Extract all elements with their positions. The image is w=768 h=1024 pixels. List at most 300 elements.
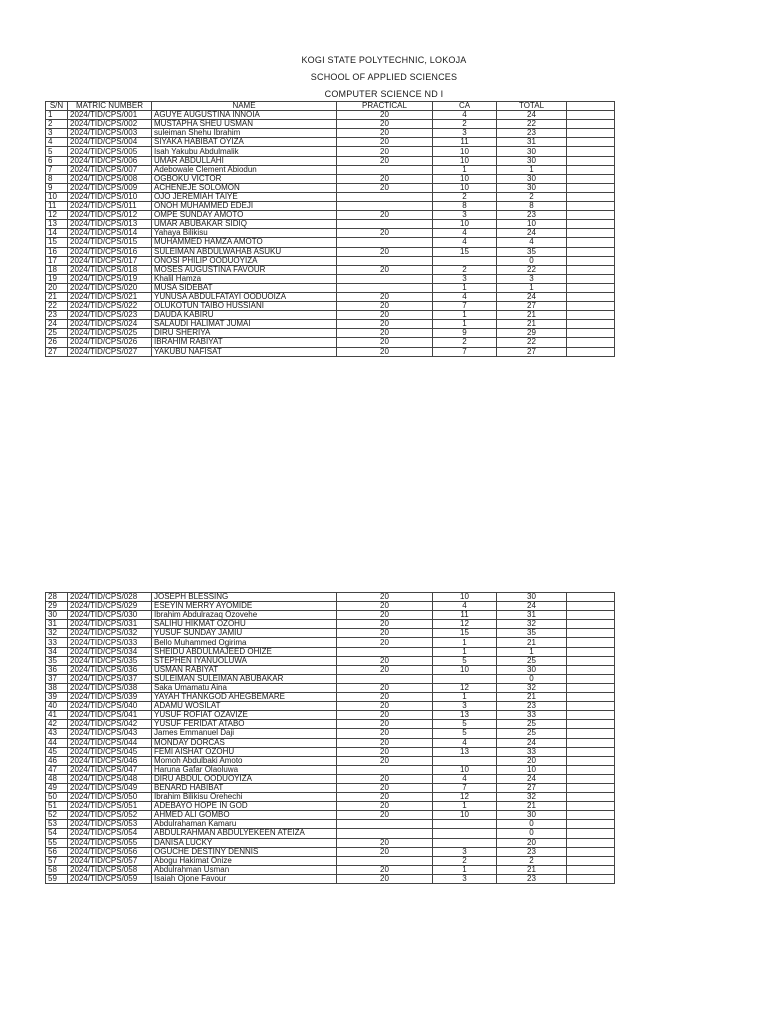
cell-practical: 20	[337, 247, 433, 256]
cell-blank	[567, 729, 615, 738]
cell-ca: 12	[433, 683, 497, 692]
table-row	[46, 256, 615, 265]
cell-blank	[567, 129, 615, 138]
cell-ca: 3	[433, 702, 497, 711]
cell-ca: 10	[433, 593, 497, 602]
cell-matric-number: 2024/TID/CPS/021	[68, 292, 152, 301]
cell-name: JOSEPH BLESSING	[152, 593, 337, 602]
cell-practical: 20	[337, 147, 433, 156]
cell-matric-number: 2024/TID/CPS/007	[68, 165, 152, 174]
table-row	[46, 647, 615, 656]
cell-total: 20	[497, 756, 567, 765]
table-row	[46, 829, 615, 838]
cell-practical: 20	[337, 174, 433, 183]
cell-total: 1	[497, 165, 567, 174]
programme-title: COMPUTER SCIENCE ND I	[324, 89, 444, 99]
cell-name: ADEBAYO HOPE IN GOD	[152, 802, 337, 811]
cell-total: 35	[497, 247, 567, 256]
cell-name: Adebowale Clement Abiodun	[152, 165, 337, 174]
cell-sn: 43	[46, 729, 68, 738]
cell-blank	[567, 702, 615, 711]
cell-ca: 1	[433, 802, 497, 811]
cell-sn: 7	[46, 165, 68, 174]
cell-matric-number: 2024/TID/CPS/018	[68, 265, 152, 274]
cell-matric-number: 2024/TID/CPS/002	[68, 120, 152, 129]
table-row	[46, 593, 615, 602]
cell-total: 35	[497, 629, 567, 638]
table-row	[46, 283, 615, 292]
cell-total: 33	[497, 711, 567, 720]
cell-matric-number: 2024/TID/CPS/022	[68, 302, 152, 311]
table-row	[46, 656, 615, 665]
cell-practical: 20	[337, 111, 433, 120]
column-header-practical: PRACTICAL	[337, 102, 433, 111]
cell-blank	[567, 256, 615, 265]
cell-matric-number: 2024/TID/CPS/057	[68, 856, 152, 865]
cell-sn: 32	[46, 629, 68, 638]
cell-total: 30	[497, 156, 567, 165]
cell-total: 24	[497, 602, 567, 611]
cell-sn: 14	[46, 229, 68, 238]
cell-blank	[567, 693, 615, 702]
cell-sn: 3	[46, 129, 68, 138]
cell-name: BENARD HABIBAT	[152, 783, 337, 792]
cell-name: OJO JEREMIAH TAIYE	[152, 192, 337, 201]
cell-ca: 4	[433, 292, 497, 301]
cell-ca: 10	[433, 765, 497, 774]
cell-ca: 5	[433, 656, 497, 665]
cell-practical: 20	[337, 347, 433, 356]
cell-name: YUSUF FERIDAT ATABO	[152, 720, 337, 729]
cell-total: 30	[497, 183, 567, 192]
cell-name: Yahaya Bilikisu	[152, 229, 337, 238]
cell-practical: 20	[337, 783, 433, 792]
cell-ca: 4	[433, 111, 497, 120]
cell-ca: 1	[433, 693, 497, 702]
cell-matric-number: 2024/TID/CPS/033	[68, 638, 152, 647]
cell-blank	[567, 629, 615, 638]
cell-total: 21	[497, 865, 567, 874]
cell-total: 30	[497, 665, 567, 674]
cell-blank	[567, 620, 615, 629]
cell-blank	[567, 865, 615, 874]
cell-practical: 20	[337, 802, 433, 811]
cell-blank	[567, 120, 615, 129]
cell-blank	[567, 338, 615, 347]
cell-total: 20	[497, 838, 567, 847]
cell-sn: 54	[46, 829, 68, 838]
cell-sn: 56	[46, 847, 68, 856]
cell-practical: 20	[337, 665, 433, 674]
cell-total: 0	[497, 829, 567, 838]
cell-ca: 1	[433, 647, 497, 656]
cell-ca: 3	[433, 129, 497, 138]
cell-name: Abdulrahaman Kamaru	[152, 820, 337, 829]
cell-blank	[567, 138, 615, 147]
table-row	[46, 138, 615, 147]
cell-practical	[337, 165, 433, 174]
cell-practical	[337, 829, 433, 838]
cell-name: DAUDA KABIRU	[152, 311, 337, 320]
cell-practical: 20	[337, 611, 433, 620]
cell-total: 24	[497, 111, 567, 120]
cell-sn: 38	[46, 683, 68, 692]
table-row	[46, 783, 615, 792]
table-row	[46, 602, 615, 611]
cell-total: 21	[497, 638, 567, 647]
cell-blank	[567, 347, 615, 356]
cell-ca: 13	[433, 747, 497, 756]
cell-matric-number: 2024/TID/CPS/025	[68, 329, 152, 338]
cell-matric-number: 2024/TID/CPS/032	[68, 629, 152, 638]
cell-blank	[567, 329, 615, 338]
table-row	[46, 220, 615, 229]
cell-sn: 29	[46, 602, 68, 611]
cell-practical	[337, 274, 433, 283]
table-header-row	[46, 102, 615, 111]
cell-blank	[567, 220, 615, 229]
cell-matric-number: 2024/TID/CPS/003	[68, 129, 152, 138]
cell-total: 24	[497, 774, 567, 783]
cell-ca: 4	[433, 774, 497, 783]
cell-matric-number: 2024/TID/CPS/039	[68, 693, 152, 702]
cell-total: 8	[497, 202, 567, 211]
table-row	[46, 129, 615, 138]
table-row	[46, 302, 615, 311]
cell-sn: 57	[46, 856, 68, 865]
table-row	[46, 238, 615, 247]
cell-blank	[567, 838, 615, 847]
table-row	[46, 120, 615, 129]
cell-sn: 6	[46, 156, 68, 165]
cell-name: OGBOKU VICTOR	[152, 174, 337, 183]
cell-name: AGUYE AUGUSTINA INNOIA	[152, 111, 337, 120]
table-row	[46, 629, 615, 638]
table-row	[46, 765, 615, 774]
cell-practical: 20	[337, 793, 433, 802]
cell-ca: 3	[433, 274, 497, 283]
cell-blank	[567, 602, 615, 611]
cell-sn: 23	[46, 311, 68, 320]
cell-practical	[337, 283, 433, 292]
cell-matric-number: 2024/TID/CPS/055	[68, 838, 152, 847]
table-row	[46, 347, 615, 356]
cell-sn: 1	[46, 111, 68, 120]
table-row	[46, 793, 615, 802]
cell-total: 27	[497, 302, 567, 311]
cell-ca: 12	[433, 620, 497, 629]
cell-name: Isah Yakubu Abdulmalik	[152, 147, 337, 156]
cell-ca	[433, 256, 497, 265]
cell-total: 22	[497, 120, 567, 129]
table-row	[46, 329, 615, 338]
cell-sn: 49	[46, 783, 68, 792]
cell-matric-number: 2024/TID/CPS/047	[68, 765, 152, 774]
cell-matric-number: 2024/TID/CPS/049	[68, 783, 152, 792]
column-header-total: TOTAL	[497, 102, 567, 111]
cell-ca: 7	[433, 302, 497, 311]
cell-total: 31	[497, 138, 567, 147]
cell-sn: 45	[46, 747, 68, 756]
table-row	[46, 874, 615, 883]
cell-matric-number: 2024/TID/CPS/001	[68, 111, 152, 120]
cell-practical: 20	[337, 683, 433, 692]
cell-ca: 4	[433, 229, 497, 238]
table-row	[46, 820, 615, 829]
cell-blank	[567, 856, 615, 865]
results-table-page-2	[45, 592, 615, 884]
cell-matric-number: 2024/TID/CPS/037	[68, 674, 152, 683]
cell-sn: 8	[46, 174, 68, 183]
cell-matric-number: 2024/TID/CPS/015	[68, 238, 152, 247]
results-table-page-1	[45, 101, 615, 357]
institution-title: KOGI STATE POLYTECHNIC, LOKOJA	[301, 55, 467, 65]
cell-sn: 53	[46, 820, 68, 829]
cell-blank	[567, 147, 615, 156]
cell-practical: 20	[337, 756, 433, 765]
cell-matric-number: 2024/TID/CPS/028	[68, 593, 152, 602]
cell-sn: 42	[46, 720, 68, 729]
cell-blank	[567, 783, 615, 792]
cell-matric-number: 2024/TID/CPS/038	[68, 683, 152, 692]
cell-total: 30	[497, 174, 567, 183]
table-row	[46, 729, 615, 738]
table-row	[46, 665, 615, 674]
cell-name: Saka Umamatu Aina	[152, 683, 337, 692]
cell-ca	[433, 829, 497, 838]
cell-matric-number: 2024/TID/CPS/009	[68, 183, 152, 192]
cell-sn: 2	[46, 120, 68, 129]
cell-name: Momoh Abdulbaki Amoto	[152, 756, 337, 765]
cell-practical: 20	[337, 129, 433, 138]
cell-blank	[567, 829, 615, 838]
cell-practical: 20	[337, 738, 433, 747]
cell-ca: 1	[433, 165, 497, 174]
cell-total: 27	[497, 347, 567, 356]
cell-practical: 20	[337, 183, 433, 192]
cell-ca: 15	[433, 629, 497, 638]
cell-sn: 48	[46, 774, 68, 783]
cell-name: Bello Muhammed Ogirima	[152, 638, 337, 647]
cell-matric-number: 2024/TID/CPS/014	[68, 229, 152, 238]
cell-total: 25	[497, 729, 567, 738]
cell-matric-number: 2024/TID/CPS/044	[68, 738, 152, 747]
table-row	[46, 211, 615, 220]
table-row	[46, 720, 615, 729]
cell-sn: 59	[46, 874, 68, 883]
cell-matric-number: 2024/TID/CPS/059	[68, 874, 152, 883]
cell-name: OGUCHE DESTINY DENNIS	[152, 847, 337, 856]
cell-matric-number: 2024/TID/CPS/019	[68, 274, 152, 283]
cell-practical: 20	[337, 311, 433, 320]
cell-total: 3	[497, 274, 567, 283]
cell-sn: 52	[46, 811, 68, 820]
cell-sn: 17	[46, 256, 68, 265]
cell-practical: 20	[337, 593, 433, 602]
cell-practical: 20	[337, 329, 433, 338]
table-row	[46, 292, 615, 301]
cell-name: ADAMU WOSILAT	[152, 702, 337, 711]
table-row	[46, 674, 615, 683]
cell-name: suleiman Shehu Ibrahim	[152, 129, 337, 138]
table-row	[46, 865, 615, 874]
cell-matric-number: 2024/TID/CPS/029	[68, 602, 152, 611]
cell-practical: 20	[337, 747, 433, 756]
table-row	[46, 165, 615, 174]
table-row	[46, 183, 615, 192]
cell-total: 21	[497, 802, 567, 811]
cell-matric-number: 2024/TID/CPS/017	[68, 256, 152, 265]
cell-sn: 21	[46, 292, 68, 301]
cell-name: MONDAY DORCAS	[152, 738, 337, 747]
cell-ca: 2	[433, 192, 497, 201]
cell-name: SULEIMAN SULEIMAN ABUBAKAR	[152, 674, 337, 683]
cell-name: SULEIMAN ABDULWAHAB ASUKU	[152, 247, 337, 256]
cell-matric-number: 2024/TID/CPS/030	[68, 611, 152, 620]
cell-practical	[337, 856, 433, 865]
cell-blank	[567, 747, 615, 756]
cell-sn: 26	[46, 338, 68, 347]
cell-ca: 3	[433, 847, 497, 856]
cell-name: YUNUSA ABDULFATAYI OODUOIZA	[152, 292, 337, 301]
cell-total: 23	[497, 702, 567, 711]
table-row	[46, 202, 615, 211]
column-header-name: NAME	[152, 102, 337, 111]
cell-total: 23	[497, 129, 567, 138]
cell-blank	[567, 802, 615, 811]
cell-sn: 16	[46, 247, 68, 256]
table-row	[46, 311, 615, 320]
cell-blank	[567, 847, 615, 856]
cell-practical: 20	[337, 265, 433, 274]
cell-matric-number: 2024/TID/CPS/013	[68, 220, 152, 229]
cell-ca: 5	[433, 729, 497, 738]
cell-practical: 20	[337, 847, 433, 856]
cell-matric-number: 2024/TID/CPS/050	[68, 793, 152, 802]
cell-blank	[567, 656, 615, 665]
cell-total: 30	[497, 811, 567, 820]
cell-blank	[567, 311, 615, 320]
cell-matric-number: 2024/TID/CPS/048	[68, 774, 152, 783]
cell-total: 25	[497, 656, 567, 665]
cell-practical: 20	[337, 211, 433, 220]
cell-blank	[567, 111, 615, 120]
cell-practical: 20	[337, 711, 433, 720]
cell-name: STEPHEN IYANUOLUWA	[152, 656, 337, 665]
cell-matric-number: 2024/TID/CPS/043	[68, 729, 152, 738]
cell-sn: 18	[46, 265, 68, 274]
cell-name: MUSA SIDEBAT	[152, 283, 337, 292]
school-title: SCHOOL OF APPLIED SCIENCES	[310, 72, 458, 82]
cell-ca: 7	[433, 783, 497, 792]
table-row	[46, 611, 615, 620]
cell-total: 32	[497, 793, 567, 802]
cell-name: AHMED ALI GOMBO	[152, 811, 337, 820]
cell-blank	[567, 292, 615, 301]
cell-blank	[567, 756, 615, 765]
cell-practical: 20	[337, 620, 433, 629]
table-row	[46, 774, 615, 783]
cell-blank	[567, 302, 615, 311]
cell-name: Haruna Gafar Olaoluwa	[152, 765, 337, 774]
cell-total: 22	[497, 338, 567, 347]
cell-matric-number: 2024/TID/CPS/005	[68, 147, 152, 156]
cell-name: FEMI AISHAT OZOHU	[152, 747, 337, 756]
cell-total: 1	[497, 283, 567, 292]
cell-practical: 20	[337, 602, 433, 611]
cell-sn: 28	[46, 593, 68, 602]
cell-ca: 2	[433, 338, 497, 347]
cell-sn: 31	[46, 620, 68, 629]
cell-blank	[567, 283, 615, 292]
cell-practical: 20	[337, 656, 433, 665]
table-row	[46, 838, 615, 847]
cell-practical: 20	[337, 811, 433, 820]
cell-matric-number: 2024/TID/CPS/016	[68, 247, 152, 256]
cell-sn: 19	[46, 274, 68, 283]
cell-sn: 30	[46, 611, 68, 620]
cell-sn: 24	[46, 320, 68, 329]
table-row	[46, 802, 615, 811]
table-row	[46, 174, 615, 183]
cell-name: OMPE SUNDAY AMOTO	[152, 211, 337, 220]
cell-sn: 46	[46, 756, 68, 765]
table-row	[46, 338, 615, 347]
cell-practical	[337, 765, 433, 774]
cell-name: YAYAH THANKGOD AHEGBEMARE	[152, 693, 337, 702]
cell-name: ESEYIN MERRY AYOMIDE	[152, 602, 337, 611]
table-row	[46, 192, 615, 201]
cell-blank	[567, 320, 615, 329]
cell-ca: 4	[433, 738, 497, 747]
cell-sn: 27	[46, 347, 68, 356]
cell-practical	[337, 256, 433, 265]
table-row	[46, 638, 615, 647]
cell-blank	[567, 611, 615, 620]
cell-ca: 1	[433, 283, 497, 292]
cell-blank	[567, 793, 615, 802]
cell-name: DIRU ABDUL OODUOYIZA	[152, 774, 337, 783]
cell-ca: 2	[433, 120, 497, 129]
cell-sn: 10	[46, 192, 68, 201]
cell-sn: 44	[46, 738, 68, 747]
cell-practical: 20	[337, 865, 433, 874]
cell-blank	[567, 820, 615, 829]
cell-matric-number: 2024/TID/CPS/058	[68, 865, 152, 874]
cell-blank	[567, 247, 615, 256]
cell-blank	[567, 647, 615, 656]
cell-ca: 4	[433, 602, 497, 611]
table-row	[46, 693, 615, 702]
cell-total: 33	[497, 747, 567, 756]
cell-practical	[337, 192, 433, 201]
table-row	[46, 156, 615, 165]
cell-total: 1	[497, 647, 567, 656]
cell-blank	[567, 774, 615, 783]
cell-matric-number: 2024/TID/CPS/035	[68, 656, 152, 665]
cell-blank	[567, 720, 615, 729]
cell-practical: 20	[337, 874, 433, 883]
cell-name: YAKUBU NAFISAT	[152, 347, 337, 356]
cell-total: 32	[497, 683, 567, 692]
cell-total: 0	[497, 820, 567, 829]
cell-total: 21	[497, 311, 567, 320]
cell-total: 31	[497, 611, 567, 620]
cell-sn: 37	[46, 674, 68, 683]
table-row	[46, 274, 615, 283]
cell-blank	[567, 165, 615, 174]
cell-sn: 13	[46, 220, 68, 229]
